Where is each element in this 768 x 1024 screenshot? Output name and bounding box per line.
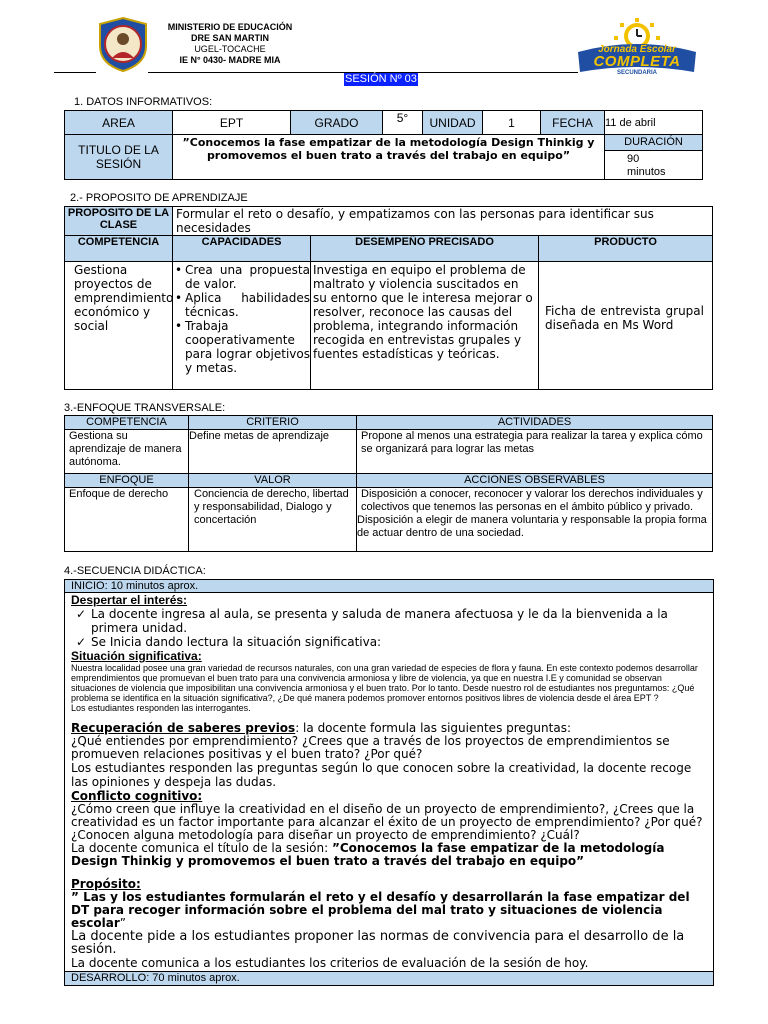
session-number: SESIÓN Nº 03 — [345, 73, 417, 85]
normas-text: La docente pide a los estudiantes proponer las normas de convivencia para el desarrollo de la sesión. — [71, 929, 685, 957]
header-competencia: COMPETENCIA — [65, 236, 173, 262]
dre-name: DRE SAN MARTIN — [191, 33, 269, 43]
header-enfoque: ENFOQUE — [65, 474, 189, 488]
conflicto-text: ¿Cómo creen que influye la creatividad en el diseño de un proyecto de emprendimiento?, ¿Crees que la creatividad es un factor importante para alcanzar el éxito de un proyecto de emprendimiento? ¿Por qué? ¿Conocen alguna metodología para diseñar un proyecto de emprendimiento? ¿Cuál? — [71, 802, 703, 842]
jornada-main: COMPLETA — [593, 53, 681, 70]
acciones-value: Disposición a conocer, reconocer y valorar los derechos individuales y colectivos que tenemos las personas en el ámbito público y privado. — [361, 488, 703, 513]
unidad-value: 1 — [483, 111, 541, 135]
secuencia-table — [64, 579, 714, 986]
area-label: AREA — [65, 111, 173, 135]
valor-value: Conciencia de derecho, libertad y responsabilidad, Dialogo y concertación — [189, 488, 357, 552]
section-4-title: 4.-SECUENCIA DIDÁCTICA: — [64, 565, 206, 577]
header-competencia-2: COMPETENCIA — [65, 416, 189, 430]
situacion-text-2: Los estudiantes responden las interrogantes. — [71, 703, 251, 713]
situacion-text: Nuestra localidad posee una gran variedad de recursos naturales, con una gran variedad de especies de flora y fauna. En este contexto podemos desarrollar emprendimientos que promuevan el buen trato para una convivencia armoniosa y libre de violencia, ya que en nuestra I.E y comunidad se observan situaciones de violencia que imposibilitan una convivencia armoniosa y el buen trato. Por lo tanto. Desde nuestro rol de estudiantes nos preguntamos: ¿Qué problema se identifica en la situación significativa?, ¿De qué manera podemos promover entornos positivos libres de violencia desde el área EPT ? — [71, 663, 698, 703]
enfoque-value: Enfoque de derecho — [65, 488, 189, 552]
titulo-value: ”Conocemos la fase empatizar de la metodología Design Thinkig y promovemos el buen trato a través del trabajo en equipo” — [173, 135, 605, 180]
area-value: EPT — [173, 111, 291, 135]
desarrollo-header: DESARROLLO: 70 minutos aprox. — [65, 972, 714, 986]
inicio-content — [65, 593, 714, 972]
recuperacion-title: Recuperación de saberes previos — [71, 721, 296, 735]
school-name: IE N° 0430- MADRE MIA — [179, 55, 281, 65]
criterios-text: La docente comunica a los estudiantes los criterios de evaluación de la sesión de hoy. — [71, 956, 589, 970]
competencia-value: Gestiona proyectos de emprendimiento económico y social — [65, 262, 173, 390]
inicio-checklist — [71, 607, 707, 649]
proposito-end: ” — [119, 916, 126, 930]
proposito-title-2: Propósito: — [71, 877, 141, 891]
actividades-value: Propone al menos una estrategia para realizar la tarea y explica cómo se organizará para lograr las metas — [357, 430, 713, 474]
desempeno-value: Investiga en equipo el problema de maltrato y violencia suscitados en su entorno que le interesa mejorar o resolver, reconoce las causas del problema, integrando información recogida en entrevistas grupales y fuentes estadísticas y teóricas. — [311, 262, 539, 390]
ministry-name: MINISTERIO DE EDUCACIÓN — [167, 22, 293, 32]
section-3-title: 3.-ENFOQUE TRANSVERSALE: — [64, 402, 226, 414]
capacidad-item: • Crea una propuesta de valor. — [175, 263, 310, 291]
duracion-label: DURACIÓN — [605, 135, 702, 151]
despertar-title: Despertar el interés: — [71, 593, 188, 607]
situacion-title: Situación significativa: — [71, 649, 202, 663]
capacidad-item: • Aplica habilidades técnicas. — [175, 291, 310, 319]
section-2-title: 2.- PROPOSITO DE APRENDIZAJE — [70, 192, 248, 204]
jornada-escolar-logo — [576, 18, 698, 78]
jornada-top: Jornada Escolar — [598, 44, 676, 55]
unidad-label: UNIDAD — [423, 111, 483, 135]
recuperacion-response: Los estudiantes responden las preguntas según lo que conocen sobre la creatividad, la docente recoge las opiniones y despeja las dudas. — [71, 761, 692, 789]
grado-value: 5° — [383, 111, 423, 135]
acciones-value-2: Disposición a elegir de manera voluntaria y responsable la propia forma de actuar dentro de una sociedad. — [357, 514, 707, 539]
school-logo — [96, 16, 150, 72]
recuperacion-questions: ¿Qué entiendes por emprendimiento? ¿Crees que a través de los proyectos de emprendimientos se promueven relaciones positivas y el buen trato? ¿Por qué? — [71, 734, 670, 761]
capacidades-list — [175, 263, 310, 375]
competencia-2-value: Gestiona su aprendizaje de manera autónoma. — [65, 430, 189, 474]
proposito-label: PROPOSITO DE LA CLASE — [65, 207, 173, 236]
capacidad-item: • Trabaja cooperativamente para lograr objetivos y metas. — [175, 319, 310, 375]
enfoque-table — [64, 415, 713, 552]
duracion-cell — [605, 135, 703, 180]
jornada-sub: SECUNDARIA — [616, 70, 657, 76]
grado-label: GRADO — [291, 111, 383, 135]
titulo-sesion: ”Conocemos la fase empatizar de la metodología Design Thinkig y promovemos el buen trato a través del trabajo en equipo” — [71, 841, 665, 868]
producto-value: Ficha de entrevista grupal diseñada en Ms Word — [539, 262, 713, 390]
check-item: ✓ La docente ingresa al aula, se presenta y saluda de manera afectuosa y le da la bienvenida a la primera unidad. — [73, 607, 707, 635]
duracion-value: 90 minutos — [627, 153, 666, 178]
datos-informativos-table — [64, 110, 703, 180]
ugel-name: UGEL-TOCACHE — [194, 44, 266, 54]
header-capacidades: CAPACIDADES — [173, 236, 311, 262]
header-desempeno: DESEMPEÑO PRECISADO — [311, 236, 539, 262]
header-acciones: ACCIONES OBSERVABLES — [357, 474, 713, 488]
proposito-bold: ” Las y los estudiantes formularán el reto y el desafío y desarrollarán la fase empatizar del DT para recoger información sobre el problema del mal trato y situaciones de violencia escolar — [71, 890, 690, 930]
titulo-intro: La docente comunica el título de la sesión: — [71, 841, 332, 855]
capacidades-cell — [173, 262, 311, 390]
header-producto: PRODUCTO — [539, 236, 713, 262]
inicio-header: INICIO: 10 minutos aprox. — [65, 580, 714, 593]
section-1-title: 1. DATOS INFORMATIVOS: — [74, 96, 213, 108]
fecha-value: 11 de abril — [605, 111, 703, 135]
titulo-line — [71, 842, 707, 868]
titulo-label: TITULO DE LA SESIÓN — [65, 135, 173, 180]
header-actividades: ACTIVIDADES — [357, 416, 713, 430]
check-item: ✓ Se Inicia dando lectura la situación significativa: — [73, 635, 707, 649]
header-valor: VALOR — [189, 474, 357, 488]
criterio-value: Define metas de aprendizaje — [189, 430, 357, 474]
conflicto-title: Conflicto cognitivo: — [71, 789, 203, 803]
acciones-cell — [357, 488, 713, 552]
fecha-label: FECHA — [541, 111, 605, 135]
proposito-value: Formular el reto o desafío, y empatizamos con las personas para identificar sus necesidades — [173, 207, 713, 236]
proposito-line — [71, 891, 707, 930]
proposito-table — [64, 206, 713, 390]
header-criterio: CRITERIO — [189, 416, 357, 430]
header-line-left — [54, 72, 96, 73]
recuperacion-rest: : la docente formula las siguientes preguntas: — [295, 721, 571, 735]
